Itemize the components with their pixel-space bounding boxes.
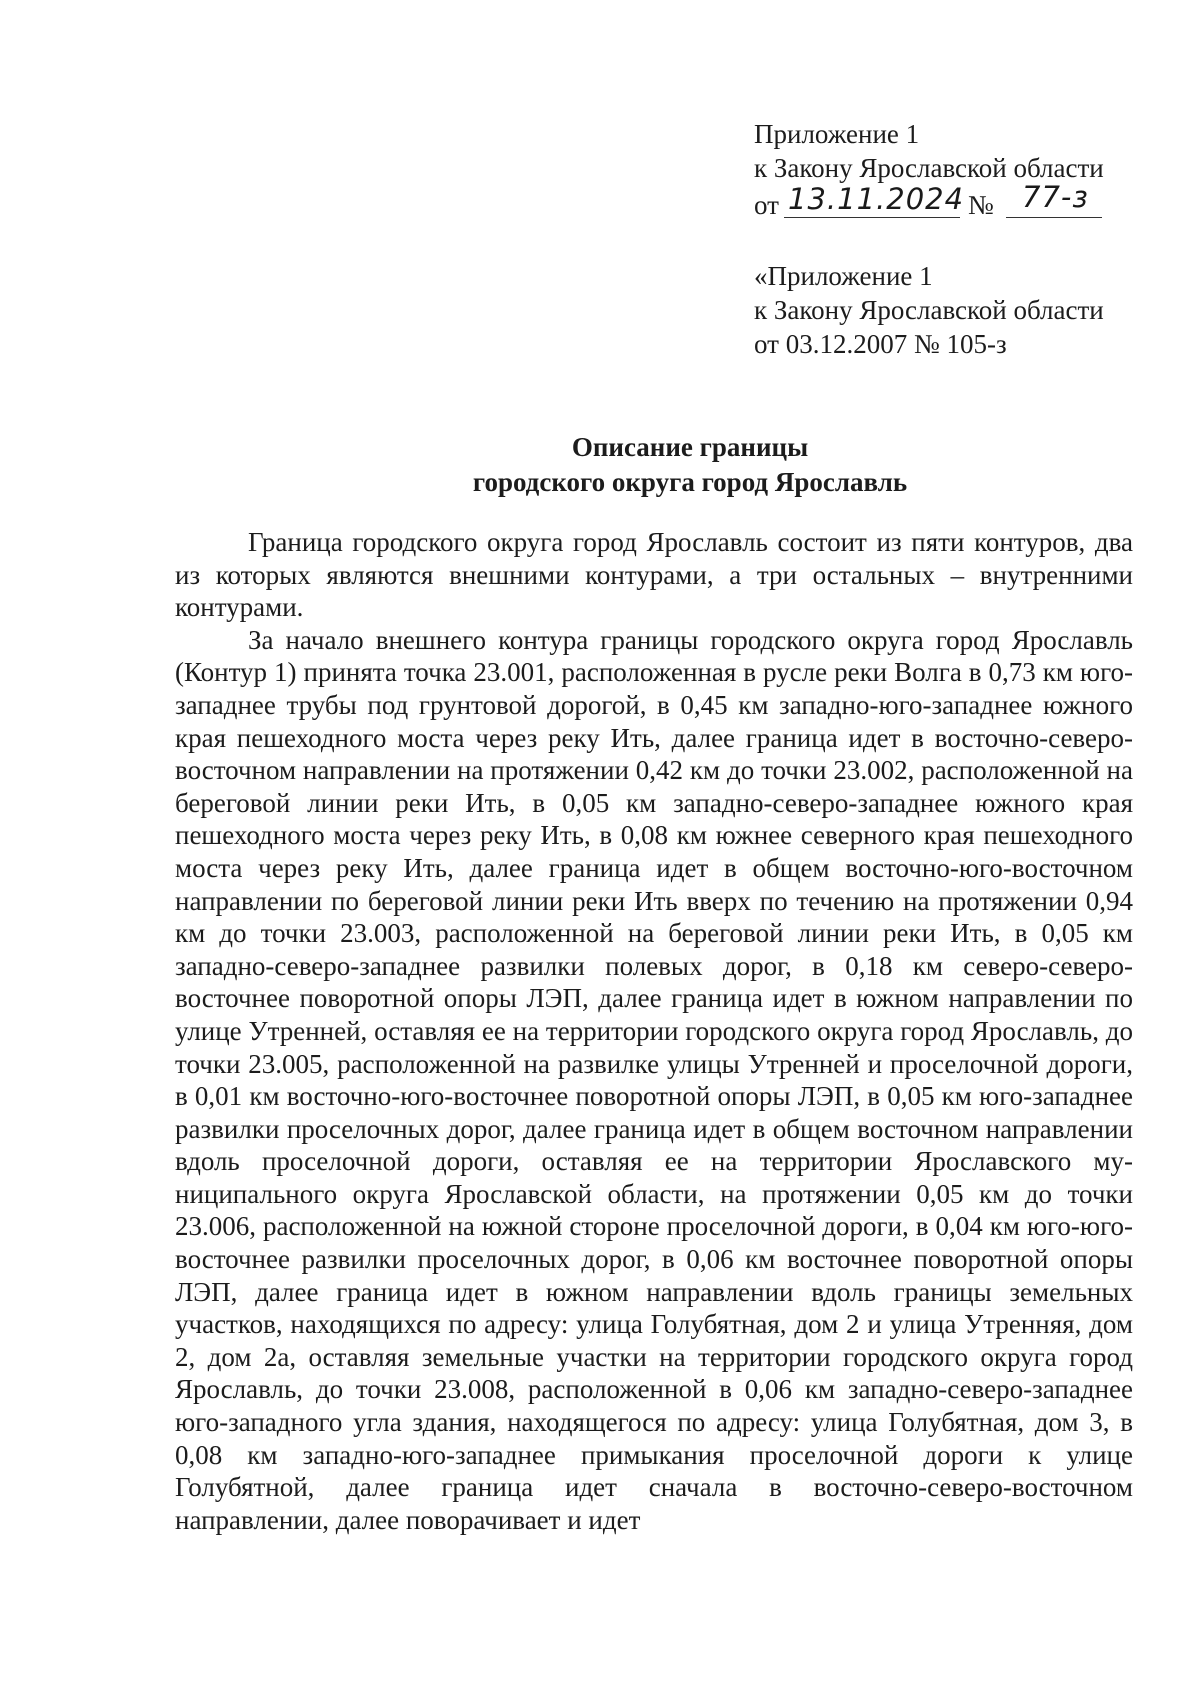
date-underline <box>784 217 960 218</box>
date-prefix: от <box>754 190 779 220</box>
document-title <box>0 430 1200 500</box>
title-line-1: Описание границы <box>571 432 809 462</box>
handwritten-number: 77-з <box>1022 180 1089 214</box>
appendix-header <box>754 117 1174 361</box>
law-reference: к Закону Ярославской области <box>754 153 1104 183</box>
title-line-2: городского округа город Ярославль <box>472 467 908 497</box>
amended-law-reference: к Закону Ярославской области <box>754 295 1104 325</box>
paragraph-intro: Граница городского округа город Ярославль состоит из пяти контуров, два из которых являются внешними контурами, а три остальных – внутренними контурами. <box>175 527 1133 623</box>
amended-appendix-label: «Приложение 1 <box>754 261 933 291</box>
law-date-number-line <box>754 180 1174 225</box>
number-sign: № <box>968 190 994 220</box>
number-underline <box>1006 217 1102 218</box>
amended-law-date-number: от 03.12.2007 № 105-з <box>754 329 1007 359</box>
appendix-label: Приложение 1 <box>754 119 920 149</box>
paragraph-contour-1: За начало внешнего контура границы городского округа город Ярославль (Контур 1) принята точка 23.001, расположенная в русле реки Волга в 0,73 км юго-западнее трубы под грунтовой дорогой, в 0,45 км западно-юго-западнее южного края пешеходного моста через реку Ить, далее граница идет в восточно-северо-восточном направлении на протяжении 0,42 км до точки 23.002, расположенной на береговой линии реки Ить, в 0,05 км западно-северо-западнее южного края пешеходного моста через реку Ить, в 0,08 км южнее северного края пешеходного моста через реку Ить, далее граница идет в общем восточно-юго-восточном направлении по береговой линии реки Ить вверх по течению на протяжении 0,94 км до точки 23.003, расположенной на береговой линии реки Ить, в 0,05 км западно-северо-западнее развилки полевых дорог, в 0,18 км северо-северо-восточнее поворотной опоры ЛЭП, далее граница идет в южном направлении по улице Утренней, оставляя ее на территории городского округа город Ярославль, до точки 23.005, расположенной на развилке улицы Утренней и проселочной дороги, в 0,01 км восточно-юго-восточнее поворотной опоры ЛЭП, в 0,05 км юго-западнее развилки проселочных дорог, далее граница идет в общем восточном направлении вдоль проселочной дороги, оставляя ее на территории Ярославского муниципального округа Ярославской области, на протяжении 0,05 км до точки 23.006, расположенной на южной стороне проселочной дороги, в 0,04 км юго-юго-восточнее развилки проселочных дорог, в 0,06 км восточнее поворотной опоры ЛЭП, далее граница идет в южном направлении вдоль границы земельных участков, находящихся по адресу: улица Голубятная, дом 2 и улица Утренняя, дом 2, дом 2а, оставляя земельные участки на территории городского округа город Ярославль, до точки 23.008, расположенной в 0,06 км западно-северо-западнее юго-западного угла здания, находящегося по адресу: улица Голубятная, дом 3, в 0,08 км западно-юго-западнее примыкания проселочной дороги к улице Голубятной, далее граница идет сначала в восточно-северо-восточном направлении, далее поворачивает и идет <box>175 624 1133 1535</box>
document-body <box>175 526 1133 1536</box>
amended-appendix-header <box>754 259 1174 361</box>
handwritten-date: 13.11.2024 <box>788 182 965 216</box>
